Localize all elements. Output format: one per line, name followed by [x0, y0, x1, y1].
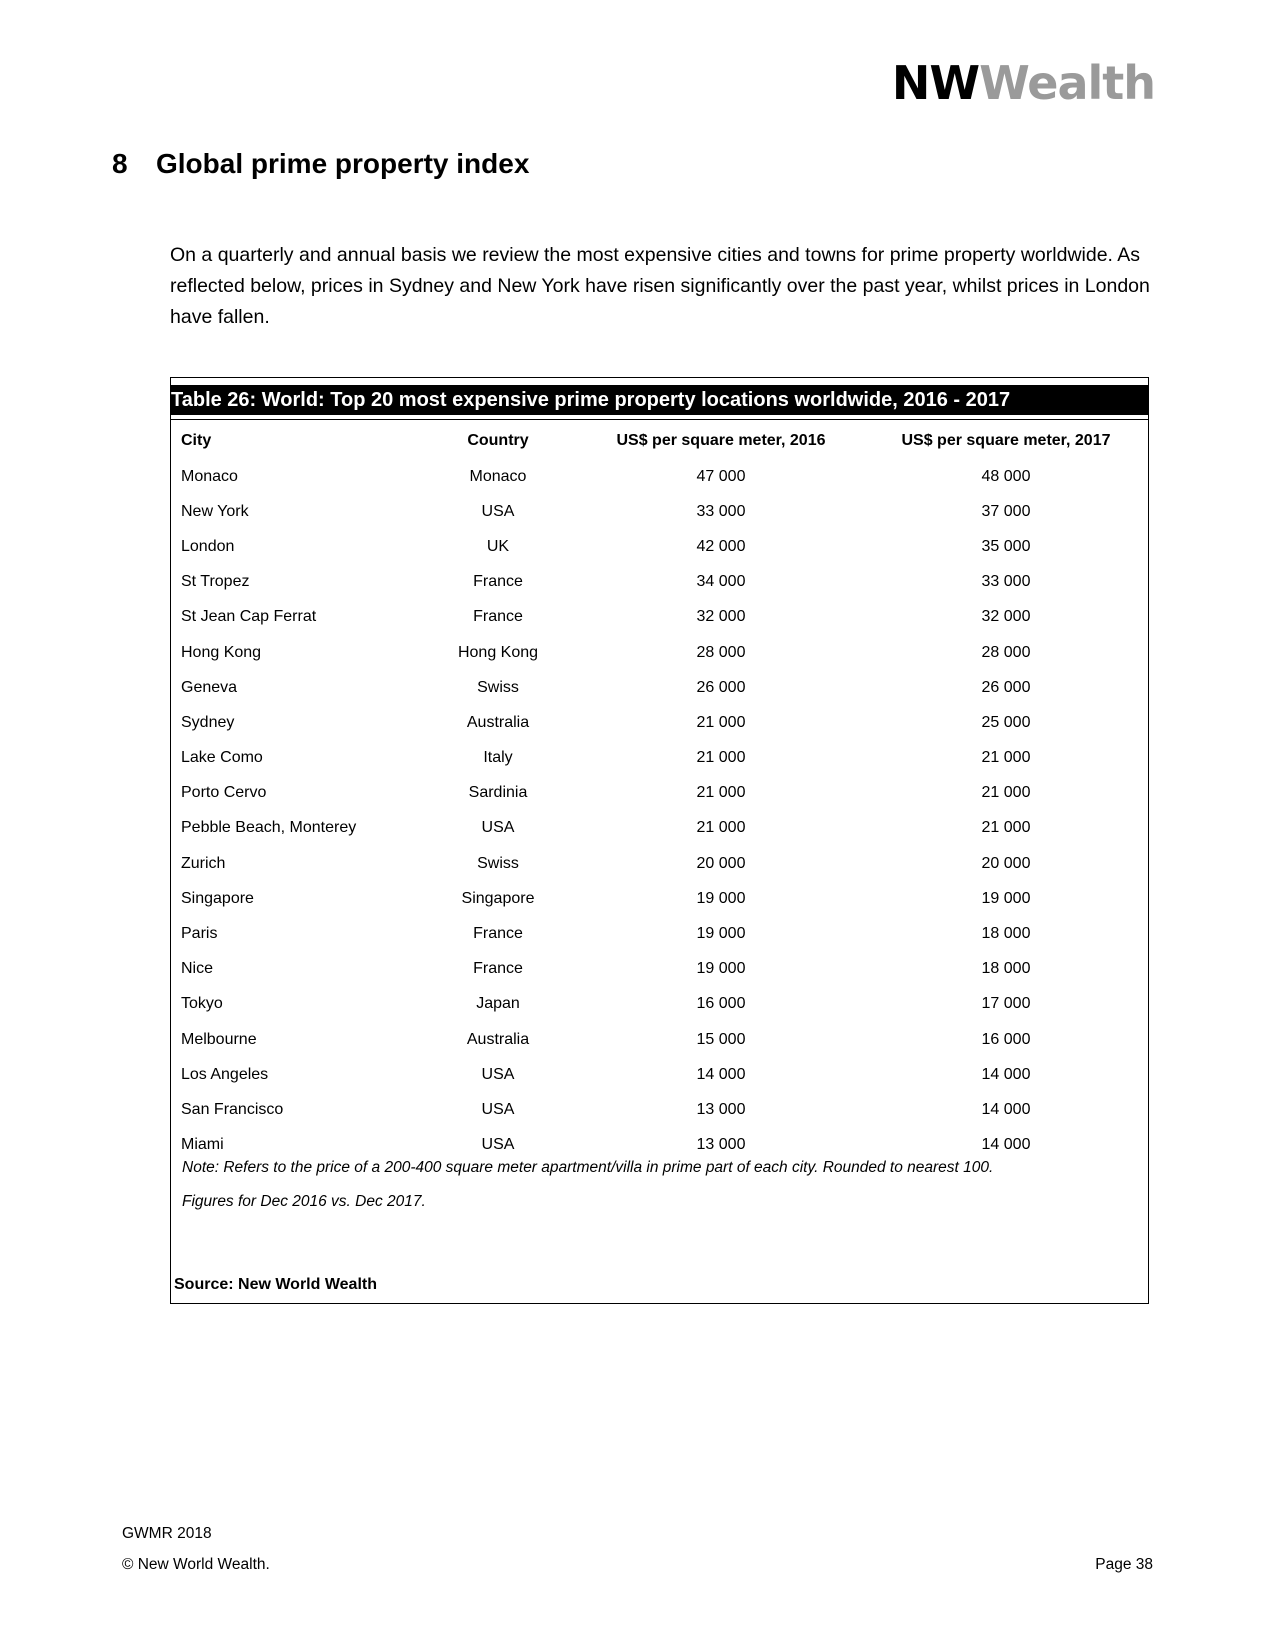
cell-city: San Francisco	[181, 1100, 284, 1118]
table-row	[181, 916, 1141, 951]
cell-price-2016: 20 000	[696, 854, 746, 872]
cell-city: Singapore	[181, 889, 254, 907]
col-2016: US$ per square meter, 2016	[616, 432, 826, 449]
cell-price-2017: 14 000	[981, 1136, 1031, 1154]
intro-text: On a quarterly and annual basis we review the most expensive cities and towns for prime property worldwide. As reflected below, prices in Sydney and New York have risen significantly over the past year, whilst prices in London have fallen.	[170, 244, 1150, 328]
cell-city: Melbourne	[181, 1030, 257, 1048]
table-row	[181, 846, 1141, 881]
cell-price-2016: 21 000	[696, 713, 746, 731]
cell-city: Zurich	[181, 854, 226, 872]
cell-country: Swiss	[477, 854, 519, 872]
cell-city: Geneva	[181, 678, 238, 696]
cell-country: Singapore	[461, 889, 535, 907]
cell-city: St Jean Cap Ferrat	[181, 608, 317, 626]
table-row	[181, 1128, 1141, 1163]
cell-price-2017: 18 000	[981, 960, 1031, 978]
table-row	[181, 811, 1141, 846]
section-title: Global prime property index	[156, 148, 530, 179]
footer-report: GWMR 2018	[122, 1525, 212, 1542]
table-row	[181, 1057, 1141, 1092]
cell-price-2016: 13 000	[696, 1136, 746, 1154]
cell-price-2017: 19 000	[981, 889, 1031, 907]
cell-price-2016: 28 000	[696, 643, 746, 661]
table-body	[181, 459, 1141, 1163]
table-row	[181, 987, 1141, 1022]
cell-price-2017: 35 000	[981, 537, 1031, 555]
table-row	[181, 1092, 1141, 1127]
section-heading	[112, 148, 529, 180]
table-row	[181, 776, 1141, 811]
cell-city: Porto Cervo	[181, 784, 267, 802]
cell-country: USA	[481, 1100, 515, 1118]
cell-price-2016: 19 000	[696, 925, 746, 943]
table-row	[181, 741, 1141, 776]
col-country: Country	[467, 432, 529, 449]
cell-price-2017: 14 000	[981, 1065, 1031, 1083]
cell-city: Nice	[181, 960, 214, 978]
table-row	[181, 1022, 1141, 1057]
table-row	[181, 635, 1141, 670]
table-note-line2: Figures for Dec 2016 vs. Dec 2017.	[182, 1193, 426, 1210]
cell-price-2017: 21 000	[981, 784, 1031, 802]
cell-price-2017: 17 000	[981, 995, 1031, 1013]
cell-country: UK	[486, 537, 510, 555]
cell-city: Pebble Beach, Monterey	[181, 819, 357, 837]
cell-price-2017: 37 000	[981, 502, 1031, 520]
cell-price-2016: 26 000	[696, 678, 746, 696]
cell-country: France	[473, 608, 523, 626]
cell-city: Lake Como	[181, 749, 263, 767]
cell-country: USA	[481, 1136, 515, 1154]
table-row	[181, 529, 1141, 564]
cell-country: Australia	[466, 713, 530, 731]
footer-copyright: © New World Wealth.	[122, 1556, 270, 1573]
cell-country: France	[473, 925, 523, 943]
table-row	[181, 952, 1141, 987]
cell-price-2016: 19 000	[696, 889, 746, 907]
cell-city: Miami	[181, 1136, 224, 1154]
cell-price-2016: 42 000	[696, 537, 746, 555]
cell-price-2016: 33 000	[696, 502, 746, 520]
cell-price-2016: 16 000	[696, 995, 746, 1013]
logo-wealth: Wealth	[979, 56, 1155, 110]
col-city: City	[181, 432, 212, 449]
table-source: Source: New World Wealth	[174, 1276, 377, 1293]
cell-country: Italy	[483, 749, 513, 767]
cell-country: Japan	[476, 995, 520, 1013]
cell-city: Monaco	[181, 467, 238, 485]
nw-wealth-logo	[880, 56, 1155, 110]
table-row	[181, 705, 1141, 740]
cell-city: Hong Kong	[181, 643, 262, 661]
cell-price-2017: 21 000	[981, 749, 1031, 767]
table-row	[181, 881, 1141, 916]
table-row	[181, 459, 1141, 494]
cell-country: Sardinia	[468, 784, 528, 802]
cell-price-2017: 32 000	[981, 608, 1031, 626]
cell-city: Paris	[181, 925, 218, 943]
cell-country: France	[473, 960, 523, 978]
section-number: 8	[112, 148, 128, 179]
cell-country: Monaco	[469, 467, 527, 485]
table-row	[181, 670, 1141, 705]
cell-country: Hong Kong	[457, 643, 539, 661]
cell-price-2017: 21 000	[981, 819, 1031, 837]
table-note-line1: Note: Refers to the price of a 200-400 square meter apartment/villa in prime part of each city. Rounded to nearest 100.	[182, 1159, 994, 1176]
cell-price-2017: 25 000	[981, 713, 1031, 731]
property-table	[181, 423, 1141, 1163]
cell-country: France	[473, 573, 523, 591]
cell-price-2016: 21 000	[696, 749, 746, 767]
table-row	[181, 565, 1141, 600]
col-2017: US$ per square meter, 2017	[901, 432, 1111, 449]
cell-city: London	[181, 537, 235, 555]
cell-price-2016: 32 000	[696, 608, 746, 626]
cell-country: Australia	[466, 1030, 530, 1048]
cell-price-2017: 14 000	[981, 1100, 1031, 1118]
logo-nw: NW	[891, 56, 980, 110]
cell-price-2016: 19 000	[696, 960, 746, 978]
title-divider	[171, 419, 1148, 420]
cell-city: New York	[181, 502, 249, 520]
cell-price-2017: 48 000	[981, 467, 1031, 485]
cell-price-2016: 34 000	[696, 573, 746, 591]
property-table-box	[170, 377, 1149, 1304]
cell-country: Swiss	[477, 678, 519, 696]
cell-city: Los Angeles	[181, 1065, 269, 1083]
cell-price-2016: 13 000	[696, 1100, 746, 1118]
cell-country: USA	[481, 502, 515, 520]
table-title: Table 26: World: Top 20 most expensive prime property locations worldwide, 2016 - 2017	[171, 385, 1148, 415]
cell-price-2017: 20 000	[981, 854, 1031, 872]
intro-paragraph	[170, 240, 1170, 333]
table-header-row	[181, 423, 1141, 459]
footer-page-number: Page 38	[1095, 1556, 1153, 1573]
cell-city: St Tropez	[181, 573, 250, 591]
cell-country: USA	[481, 819, 515, 837]
cell-price-2016: 21 000	[696, 819, 746, 837]
table-row	[181, 494, 1141, 529]
cell-city: Sydney	[181, 713, 235, 731]
cell-price-2016: 47 000	[696, 467, 746, 485]
table-row	[181, 600, 1141, 635]
cell-price-2017: 26 000	[981, 678, 1031, 696]
cell-price-2017: 18 000	[981, 925, 1031, 943]
cell-price-2016: 21 000	[696, 784, 746, 802]
cell-price-2017: 28 000	[981, 643, 1031, 661]
cell-country: USA	[481, 1065, 515, 1083]
cell-price-2017: 33 000	[981, 573, 1031, 591]
cell-price-2017: 16 000	[981, 1030, 1031, 1048]
cell-city: Tokyo	[181, 995, 223, 1013]
cell-price-2016: 14 000	[696, 1065, 746, 1083]
cell-price-2016: 15 000	[696, 1030, 746, 1048]
